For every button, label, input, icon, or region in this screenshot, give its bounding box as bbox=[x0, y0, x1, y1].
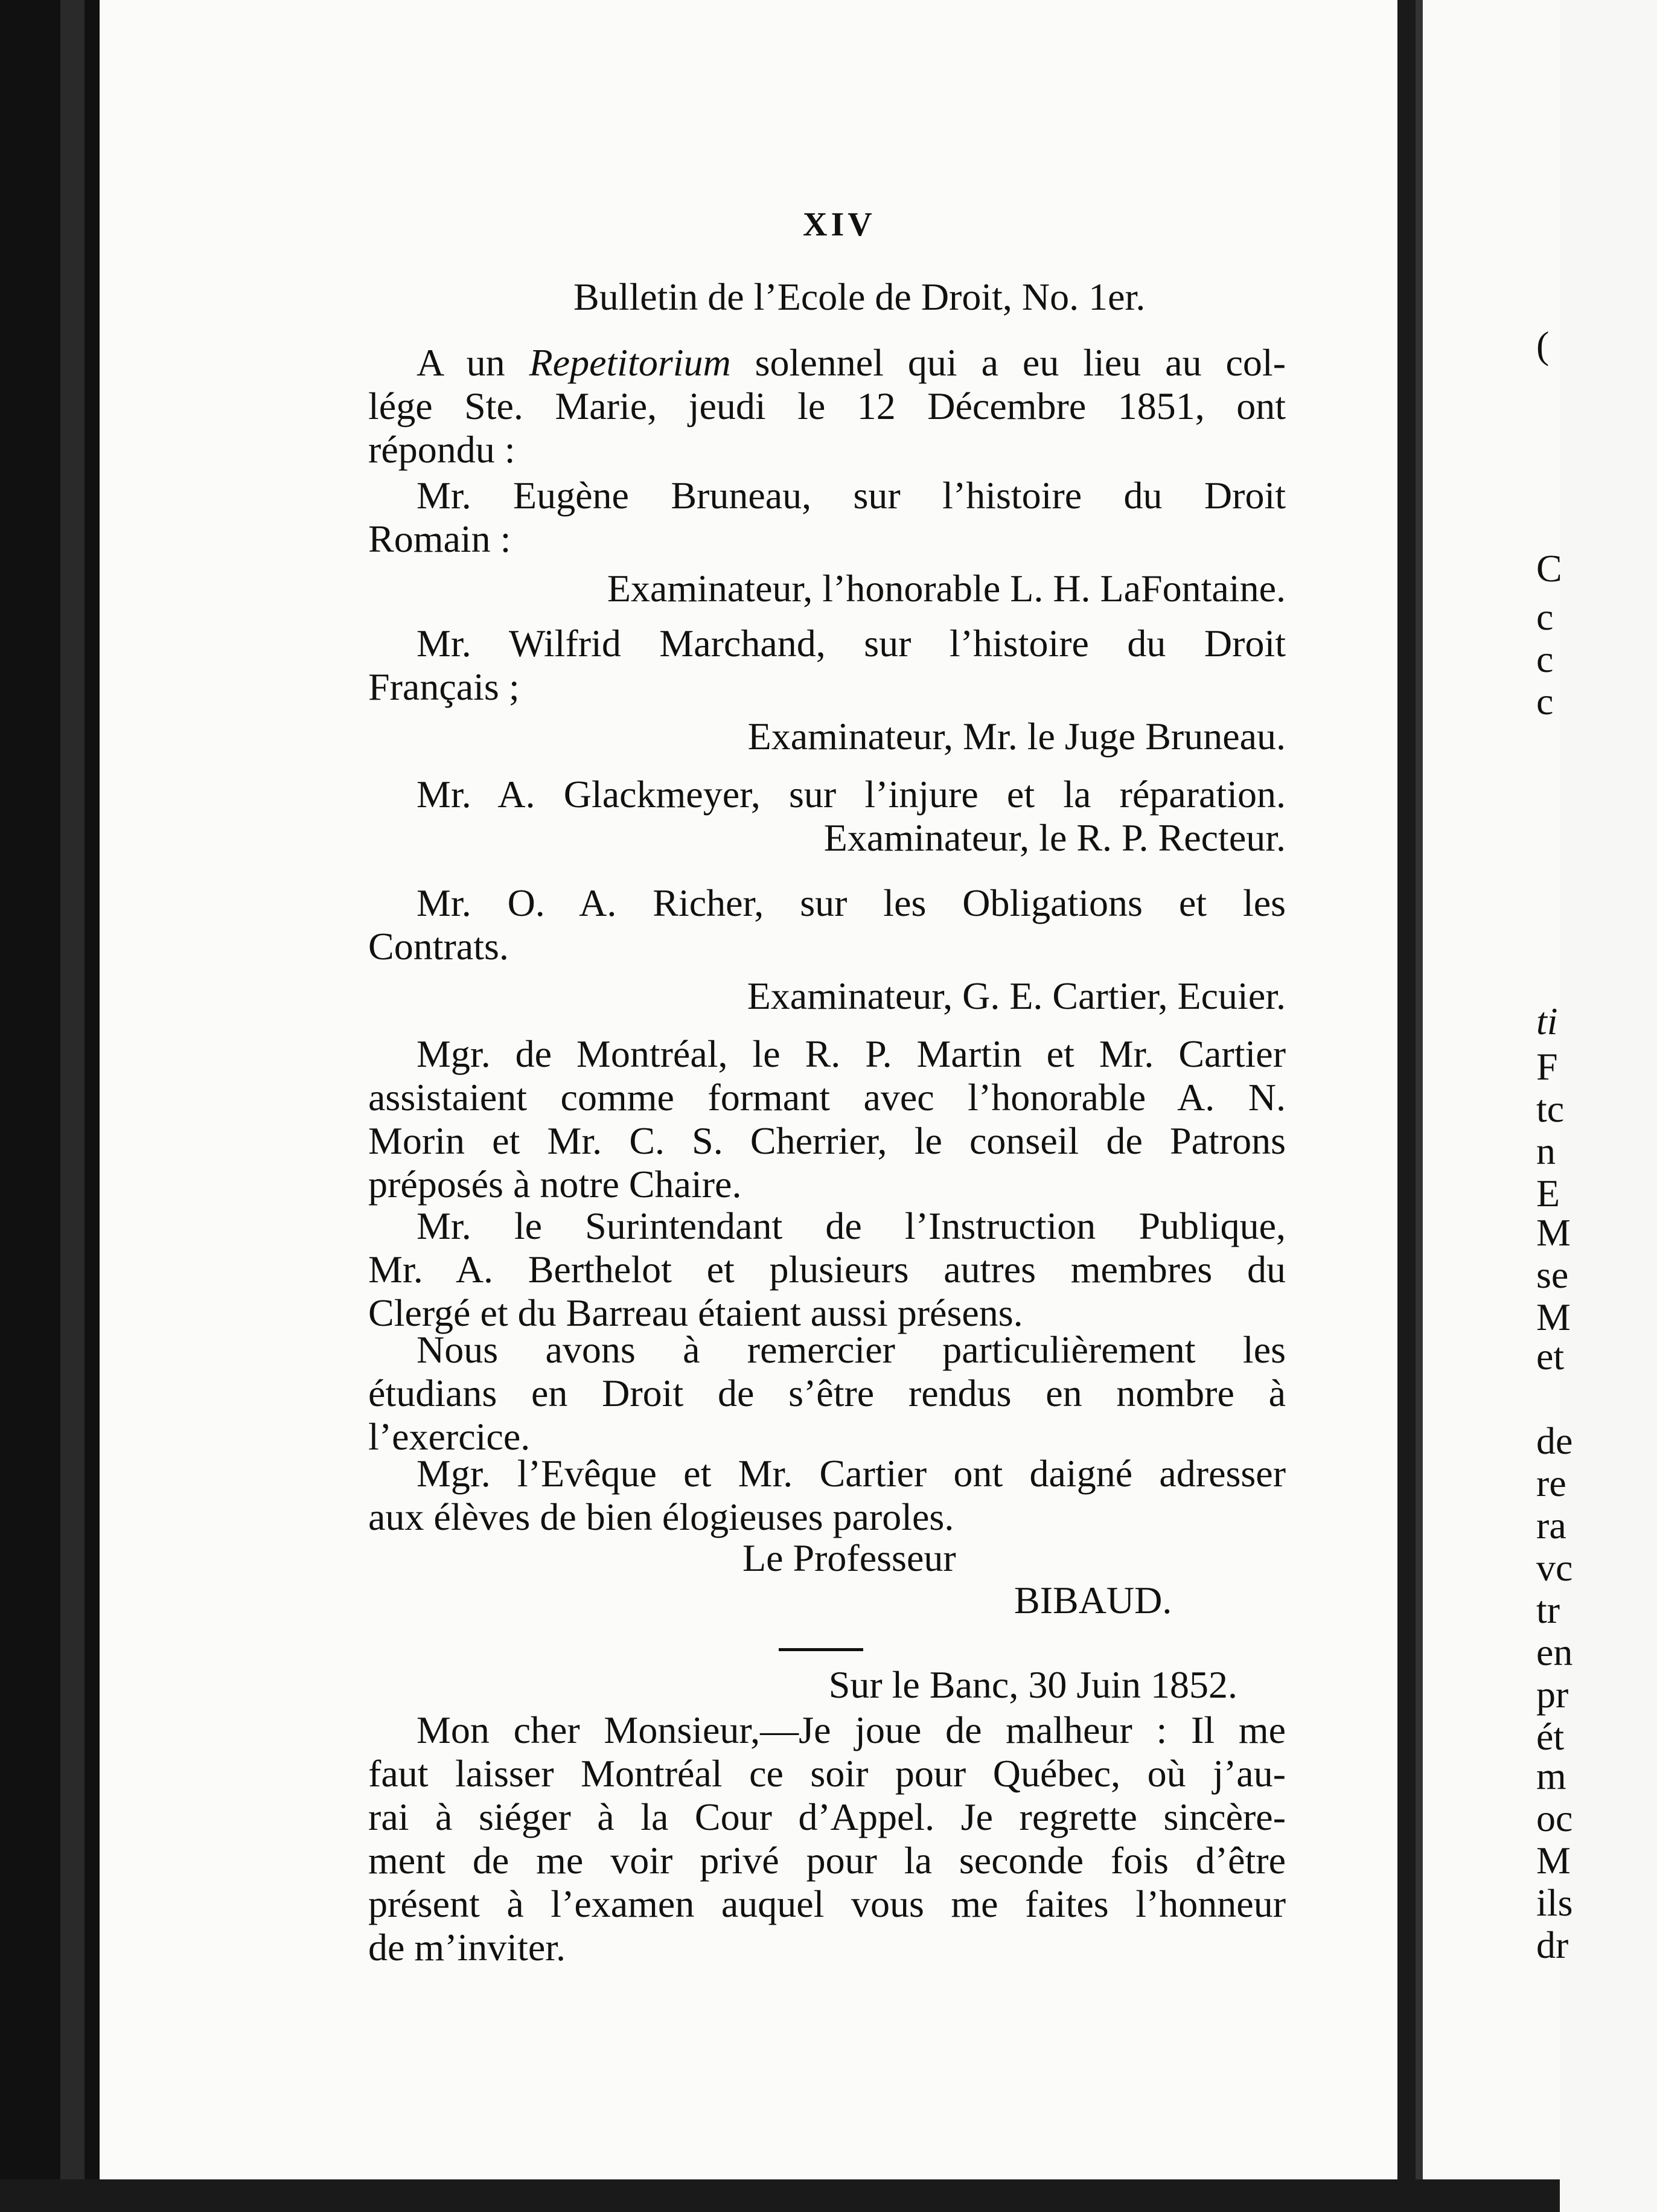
entry-bruneau bbox=[368, 474, 1286, 610]
next-page-fragment: se bbox=[1536, 1253, 1569, 1296]
scan-bottom-edge bbox=[0, 2179, 1560, 2212]
text-line: Mr. A. Berthelot et plusieurs autres membres du bbox=[368, 1248, 1286, 1291]
text-line: préposés à notre Chaire. bbox=[368, 1163, 742, 1206]
next-page-fragment: vc bbox=[1536, 1546, 1573, 1589]
intro-line: répondu : bbox=[368, 428, 516, 471]
next-page-fragment: M bbox=[1536, 1211, 1571, 1254]
letter-body bbox=[368, 1709, 1286, 1969]
signoff-title: Le Professeur bbox=[742, 1536, 956, 1579]
next-page-fragment: M bbox=[1536, 1839, 1571, 1882]
bulletin-heading: Bulletin de l’Ecole de Droit, No. 1er. bbox=[573, 275, 1146, 318]
next-page-fragment: C bbox=[1536, 547, 1562, 590]
text-line: Mgr. l’Evêque et Mr. Cartier ont daigné adresser bbox=[417, 1452, 1286, 1495]
entry-line: Contrats. bbox=[368, 925, 509, 968]
next-page-edge bbox=[1416, 0, 1573, 2212]
next-page-fragment: ti bbox=[1536, 1000, 1558, 1043]
text-line: Morin et Mr. C. S. Cherrier, le conseil de Patrons bbox=[368, 1119, 1286, 1162]
page-folio: XIV bbox=[803, 206, 876, 243]
intro-line: lége Ste. Marie, jeudi le 12 Décembre 1851, ont bbox=[368, 385, 1286, 427]
next-page-fragment: dr bbox=[1536, 1923, 1569, 1966]
examiner-line: Examinateur, l’honorable L. H. LaFontaine. bbox=[607, 567, 1286, 610]
next-page-fragment: re bbox=[1536, 1462, 1566, 1504]
examiner-line: Examinateur, Mr. le Juge Bruneau. bbox=[747, 715, 1286, 758]
text-line: Mr. le Surintendant de l’Instruction Publique, bbox=[417, 1204, 1286, 1247]
patrons-paragraph bbox=[368, 1032, 1286, 1206]
next-page-fragment: ( bbox=[1536, 324, 1550, 366]
remarks-paragraph bbox=[368, 1452, 1286, 1539]
next-page-fragment: F bbox=[1536, 1045, 1558, 1088]
signoff-name: BIBAUD. bbox=[1014, 1579, 1172, 1622]
next-page-fragment: c bbox=[1536, 680, 1554, 723]
next-page-fragment: m bbox=[1536, 1754, 1566, 1797]
letter-dateline bbox=[368, 1663, 1286, 1707]
next-page-fragment: tr bbox=[1536, 1588, 1560, 1631]
text-line: aux élèves de bien élogieuses paroles. bbox=[368, 1495, 954, 1538]
examiner-line: Examinateur, G. E. Cartier, Ecuier. bbox=[747, 974, 1286, 1017]
intro-line: A un Repetitorium solennel qui a eu lieu au col- bbox=[417, 341, 1286, 384]
next-page-fragment: pr bbox=[1536, 1673, 1569, 1716]
attendees-paragraph bbox=[368, 1204, 1286, 1335]
next-page-fragment: c bbox=[1536, 638, 1554, 680]
letter-line: présent à l’examen auquel vous me faites l’honneur bbox=[368, 1882, 1286, 1925]
next-page-fragment: n bbox=[1536, 1130, 1556, 1172]
dateline: Sur le Banc, 30 Juin 1852. bbox=[828, 1663, 1237, 1706]
letter-line: ment de me voir privé pour la seconde fois d’être bbox=[368, 1839, 1286, 1882]
thanks-paragraph bbox=[368, 1328, 1286, 1459]
next-page-fragment: en bbox=[1536, 1631, 1573, 1673]
intro-paragraph bbox=[368, 341, 1286, 471]
text-line: étudians en Droit de s’être rendus en nombre à bbox=[368, 1372, 1286, 1414]
next-page-fragment: de bbox=[1536, 1419, 1573, 1462]
next-page-fragment: et bbox=[1536, 1335, 1565, 1378]
letter-line: Mon cher Monsieur,—Je joue de malheur : Il me bbox=[417, 1709, 1286, 1751]
text-line: l’exercice. bbox=[368, 1415, 531, 1458]
letter-line: faut laisser Montréal ce soir pour Québec, où j’au- bbox=[368, 1752, 1286, 1795]
next-page-fragment: ét bbox=[1536, 1715, 1565, 1758]
text-line: Nous avons à remercier particulièrement les bbox=[417, 1328, 1286, 1371]
next-page-fragment: E bbox=[1536, 1172, 1560, 1215]
next-page-fragment: oc bbox=[1536, 1797, 1573, 1840]
section-rule bbox=[779, 1648, 863, 1651]
next-page-fragment: ra bbox=[1536, 1504, 1566, 1547]
text-line: Mgr. de Montréal, le R. P. Martin et Mr. Cartier bbox=[417, 1032, 1286, 1075]
entry-line: Français ; bbox=[368, 665, 520, 708]
text-line: Clergé et du Barreau étaient aussi présens. bbox=[368, 1291, 1023, 1334]
letter-line: rai à siéger à la Cour d’Appel. Je regrette sincère- bbox=[368, 1795, 1286, 1838]
entry-line: Mr. O. A. Richer, sur les Obligations et les bbox=[417, 881, 1286, 924]
next-page-fragment: ils bbox=[1536, 1881, 1573, 1924]
repetitorium-term: Repetitorium bbox=[529, 341, 731, 384]
entry-line: Mr. Eugène Bruneau, sur l’histoire du Droit bbox=[417, 474, 1286, 517]
entry-marchand bbox=[368, 622, 1286, 758]
entry-line: Mr. A. Glackmeyer, sur l’injure et la réparation. bbox=[417, 773, 1286, 816]
binding-edge-left bbox=[0, 0, 100, 2212]
next-page-fragment: tc bbox=[1536, 1087, 1565, 1130]
next-page-fragment: M bbox=[1536, 1296, 1571, 1338]
text-line: assistaient comme formant avec l’honorable A. N. bbox=[368, 1076, 1286, 1119]
letter-line: de m’inviter. bbox=[368, 1926, 566, 1969]
entry-richer bbox=[368, 881, 1286, 1018]
page-gutter bbox=[1397, 0, 1416, 2212]
examiner-line: Examinateur, le R. P. Recteur. bbox=[823, 816, 1286, 859]
next-page-fragment: c bbox=[1536, 595, 1554, 638]
entry-line: Romain : bbox=[368, 517, 511, 560]
entry-line: Mr. Wilfrid Marchand, sur l’histoire du Droit bbox=[417, 622, 1286, 665]
entry-glackmeyer bbox=[368, 773, 1286, 860]
